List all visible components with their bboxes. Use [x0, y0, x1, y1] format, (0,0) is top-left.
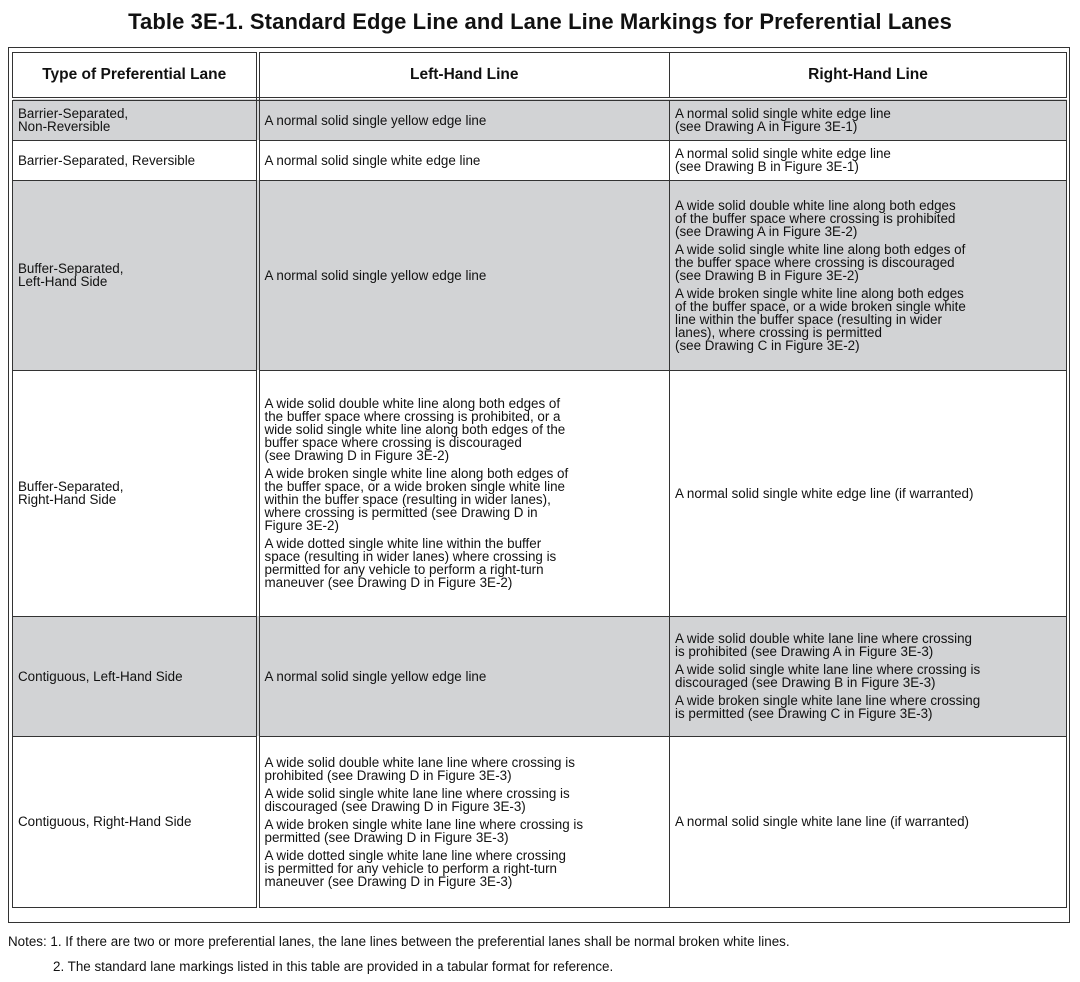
left-line-description: A wide dotted single white lane line where crossing is permitted for any vehicle to perform a right-turn maneuver (see Drawing D in Figure 3E-3) [264, 847, 566, 889]
left-line-description: A wide solid double white lane line where crossing is prohibited (see Drawing D in Figure 3E-3) [264, 754, 575, 783]
table-row [13, 370, 1067, 616]
lane-type-cell [13, 616, 258, 736]
right-line-description: A normal solid single white edge line (see Drawing A in Figure 3E-1) [675, 106, 891, 135]
table-row [13, 616, 1067, 736]
lane-type-label: Buffer-Separated, Left-Hand Side [18, 261, 124, 289]
left-line-description: A normal solid single yellow edge line [264, 112, 487, 128]
right-line-description: A normal solid single white edge line (see Drawing B in Figure 3E-1) [675, 146, 891, 174]
right-hand-line-cell [670, 370, 1067, 616]
header-right-hand-line: Right-Hand Line [670, 53, 1067, 100]
left-hand-line-cell [258, 99, 670, 140]
header-type-label: Type of Preferential Lane [42, 66, 227, 83]
left-hand-line-cell [258, 370, 670, 616]
right-hand-line-cell [670, 616, 1067, 736]
note-1: Notes: 1. If there are two or more preferential lanes, the lane lines between the preferential lanes shall be normal broken white lines. [8, 934, 790, 949]
left-hand-line-cell [258, 736, 670, 907]
lane-type-label: Contiguous, Right-Hand Side [18, 814, 192, 829]
right-line-description: A normal solid single white edge line (if warranted) [675, 485, 974, 501]
left-line-description: A normal solid single yellow edge line [264, 668, 487, 684]
right-line-description: A wide broken single white lane line where crossing is permitted (see Drawing C in Figure 3E-3) [675, 693, 981, 721]
right-hand-line-cell [670, 180, 1067, 370]
left-line-description: A wide broken single white lane line where crossing is permitted (see Drawing D in Figure 3E-3) [264, 816, 584, 845]
markings-table [12, 52, 1067, 908]
right-line-description: A wide solid double white lane line where crossing is prohibited (see Drawing A in Figure 3E-3) [675, 631, 972, 659]
lane-type-label: Buffer-Separated, Right-Hand Side [18, 479, 124, 507]
left-line-description: A wide broken single white line along both edges of the buffer space, or a wide broken single white line within the buffer space (resulting in wider lanes), where crossing is permitted (see Drawing D in Figure 3E-2) [264, 466, 569, 533]
lane-type-cell [13, 180, 258, 370]
left-line-description: A wide solid single white lane line where crossing is discouraged (see Drawing D in Figure 3E-3) [264, 785, 570, 814]
left-line-description: A wide dotted single white line within the buffer space (resulting in wider lanes) where crossing is permitted for any vehicle to perform a right-turn maneuver (see Drawing D in Figure 3E-2) [264, 536, 557, 590]
right-line-description: A normal solid single white lane line (if warranted) [675, 814, 969, 829]
right-hand-line-cell [670, 140, 1067, 180]
table-row [13, 140, 1067, 180]
left-hand-line-cell [258, 140, 670, 180]
lane-type-cell [13, 99, 258, 140]
left-line-description: A normal solid single white edge line [264, 152, 481, 168]
table-row [13, 180, 1067, 370]
header-type-of-lane [13, 53, 258, 100]
left-line-description: A wide solid double white line along both edges of the buffer space where crossing is prohibited, or a wide solid single white line along both edges of the buffer space where crossing is discouraged (see Drawing D in Figure 3E-2) [264, 396, 566, 463]
right-line-description: A wide solid double white line along both edges of the buffer space where crossing is prohibited (see Drawing A in Figure 3E-2) [675, 197, 956, 239]
left-line-description: A normal solid single yellow edge line [264, 267, 487, 283]
right-hand-line-cell [670, 99, 1067, 140]
right-line-description: A wide solid single white line along both edges of the buffer space where crossing is discouraged (see Drawing B in Figure 3E-2) [675, 241, 966, 283]
header-row [13, 53, 1067, 100]
table-title: Table 3E-1. Standard Edge Line and Lane Line Markings for Preferential Lanes [128, 9, 952, 34]
lane-type-label: Barrier-Separated, Reversible [18, 152, 196, 168]
header-left-hand-line: Left-Hand Line [258, 53, 670, 100]
right-line-description: A wide broken single white line along both edges of the buffer space, or a wide broken single white line within the buffer space (resulting in wider lanes), where crossing is permitted (see Drawing C in Figure 3E-2) [675, 285, 966, 353]
lane-type-cell [13, 140, 258, 180]
lane-type-label: Barrier-Separated, Non-Reversible [18, 106, 129, 135]
lane-type-cell [13, 736, 258, 907]
table-row [13, 99, 1067, 140]
left-hand-line-cell [258, 616, 670, 736]
lane-type-cell [13, 370, 258, 616]
table-body [13, 99, 1067, 907]
left-hand-line-cell [258, 180, 670, 370]
table-row [13, 736, 1067, 907]
lane-type-label: Contiguous, Left-Hand Side [18, 668, 183, 684]
note-2: 2. The standard lane markings listed in this table are provided in a tabular format for reference. [53, 959, 614, 974]
right-line-description: A wide solid single white lane line where crossing is discouraged (see Drawing B in Figure 3E-3) [675, 662, 981, 690]
right-hand-line-cell [670, 736, 1067, 907]
